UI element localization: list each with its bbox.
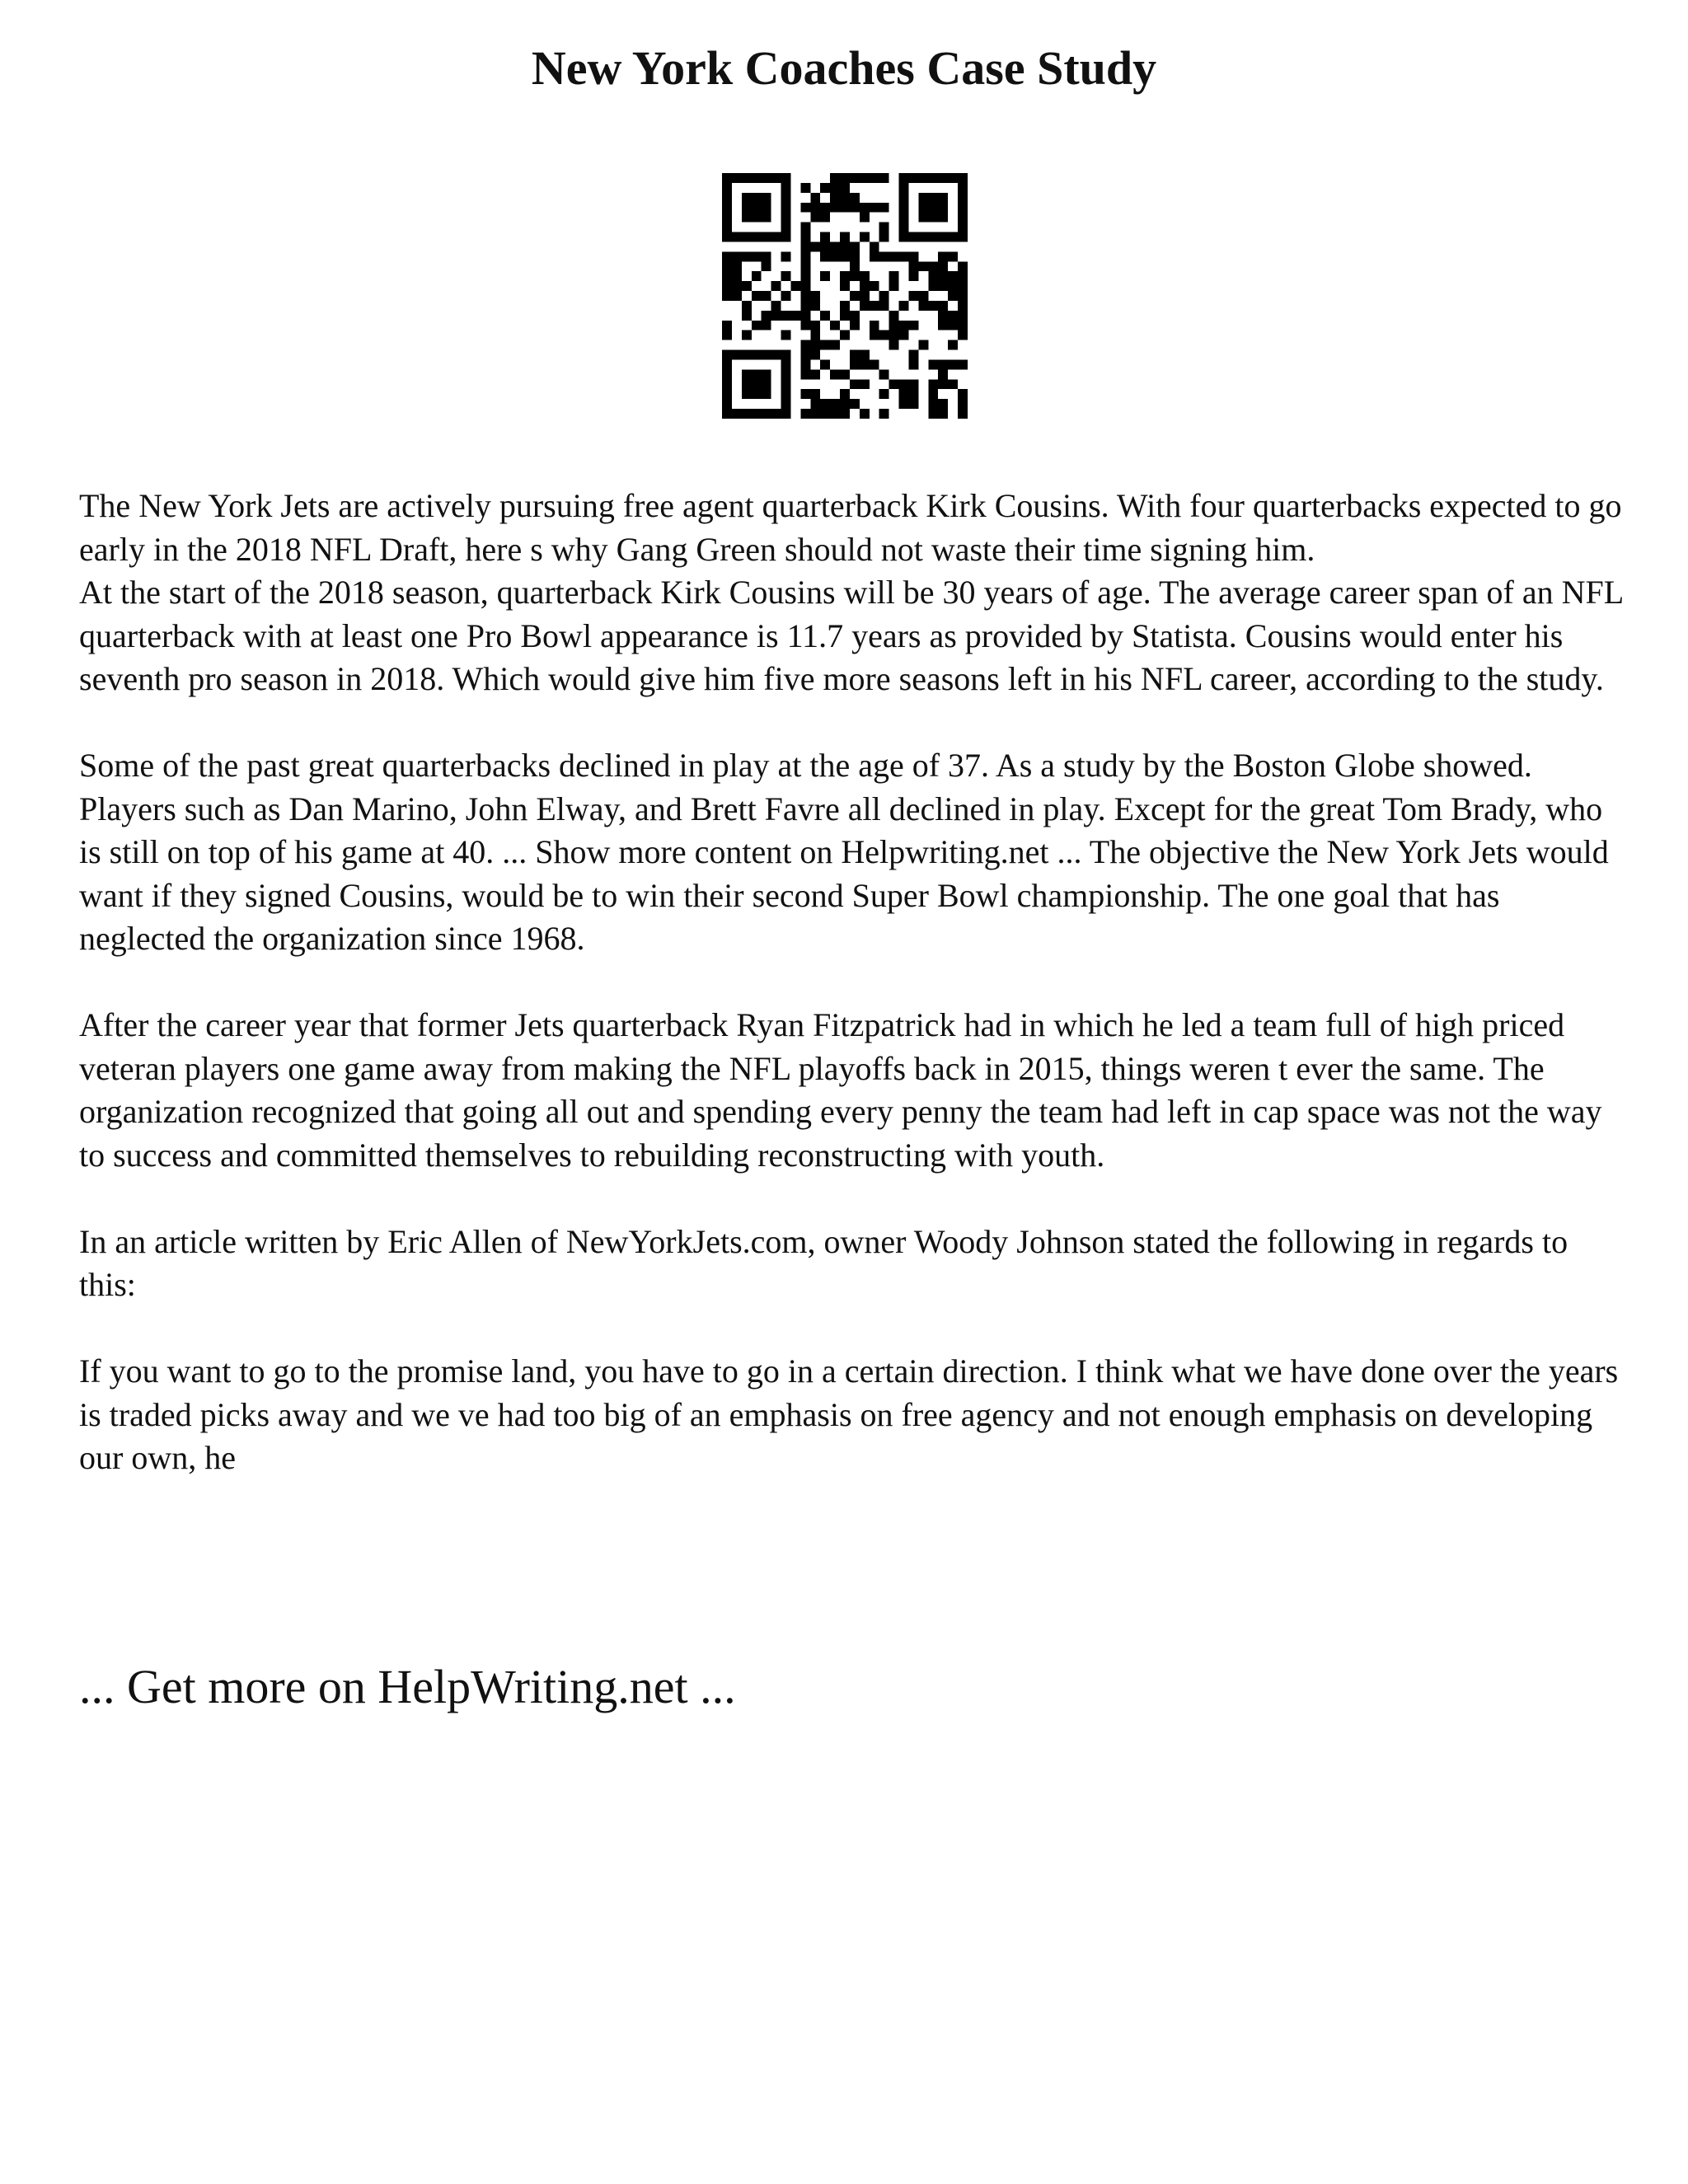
page-title: New York Coaches Case Study xyxy=(531,41,1157,95)
qr-code-icon xyxy=(722,173,968,419)
article-body xyxy=(79,485,1629,1523)
paragraph-fitzpatrick: After the career year that former Jets quarterback Ryan Fitzpatrick had in which he led a team full of high priced veteran players one game away from making the NFL playoffs back in 2015, things weren t ever the same. The organization recognized that going all out and spending every penny the team had left in cap space was not the way to success and committed themselves to rebuilding reconstructing with youth. xyxy=(79,1006,1602,1174)
paragraph-intro: The New York Jets are actively pursuing free agent quarterback Kirk Cousins. With four quarterbacks expected to go early in the 2018 NFL Draft, here s why Gang Green should not waste their time signing him. xyxy=(79,487,1622,568)
paragraph-quote: If you want to go to the promise land, you have to go in a certain direction. I think what we have done over the years is traded picks away and we ve had too big of an emphasis on free agency and not enough emphasis on developing our own, he xyxy=(79,1352,1619,1476)
paragraph-decline: Some of the past great quarterbacks declined in play at the age of 37. As a study by the Boston Globe showed. Players such as Dan Marino, John Elway, and Brett Favre all declined in play. Except for the great Tom Brady, who is still on top of his game at 40. ... Show more content on Helpwriting.net ... The objective the New York Jets would want if they signed Cousins, would be to win their second Super Bowl championship. The one goal that has neglected the organization since 1968. xyxy=(79,747,1609,957)
get-more-link[interactable]: ... Get more on HelpWriting.net ... xyxy=(79,1660,736,1713)
paragraph-age: At the start of the 2018 season, quarterback Kirk Cousins will be 30 years of age. The average career span of an NFL quarterback with at least one Pro Bowl appearance is 11.7 years as provided by Statista. Cousins would enter his seventh pro season in 2018. Which would give him five more seasons left in his NFL career, according to the study. xyxy=(79,574,1623,697)
paragraph-article-reference: In an article written by Eric Allen of NewYorkJets.com, owner Woody Johnson stated the following in regards to this: xyxy=(79,1222,1568,1303)
